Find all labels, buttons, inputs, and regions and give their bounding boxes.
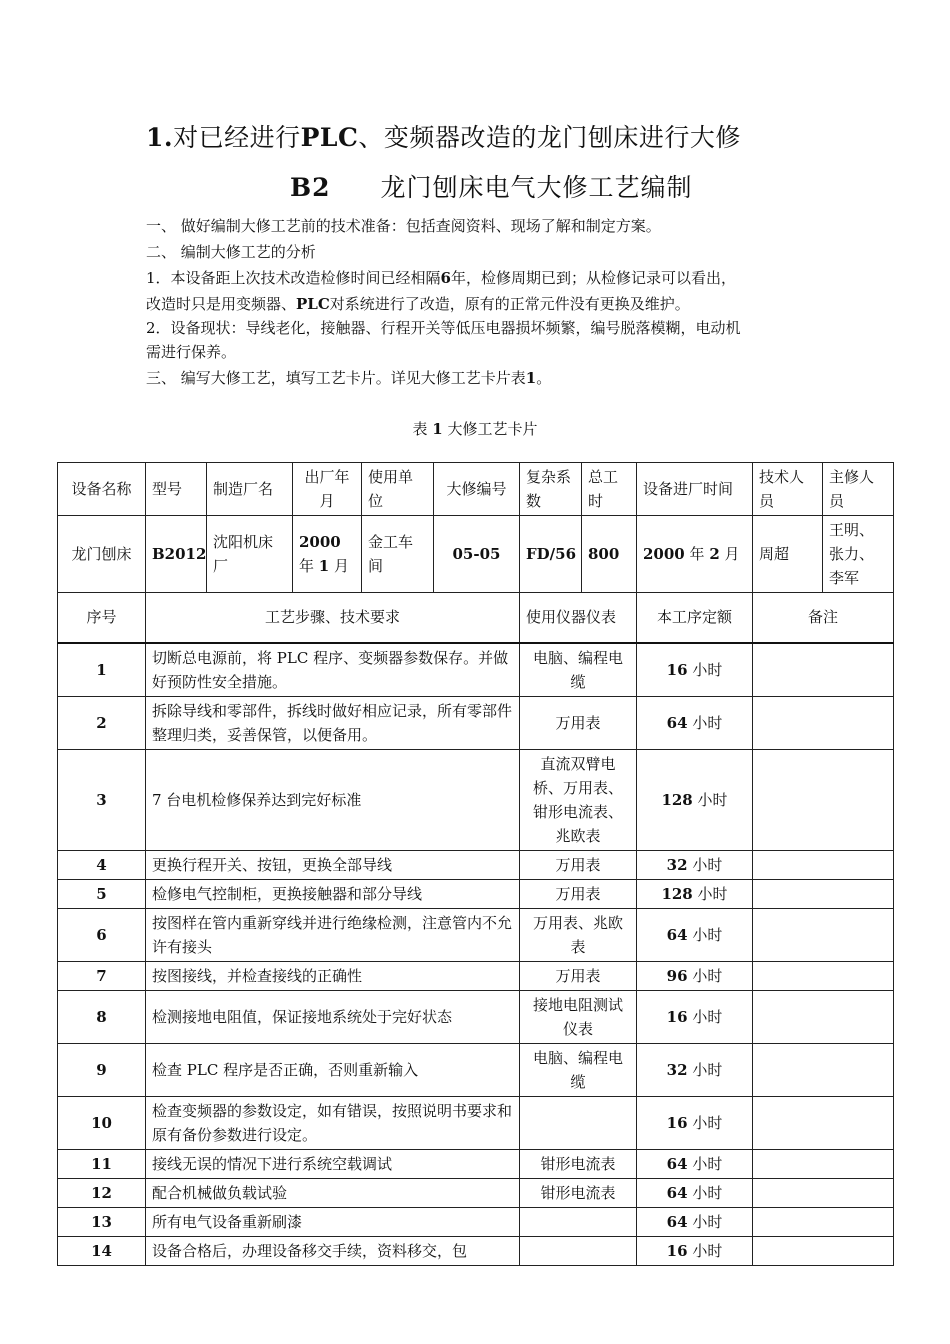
quota-hours: 16	[666, 1241, 688, 1260]
section-heading	[290, 168, 693, 204]
header-cell: 技术人员	[753, 463, 823, 516]
header-cell: 总工时	[582, 463, 637, 516]
step-tools: 电脑、编程电缆	[520, 1043, 637, 1096]
quota-hours: 16	[666, 1113, 688, 1132]
quota-unit: 小时	[692, 1183, 723, 1202]
step-number: 5	[58, 879, 146, 908]
step-tools	[520, 1236, 637, 1265]
equipment-made-date	[293, 516, 362, 593]
year-unit: 年	[299, 557, 315, 575]
month-unit: 月	[334, 557, 350, 575]
caption-pre: 表	[412, 420, 428, 438]
paragraph-4-b: 对系统进行了改造，原有的正常元件没有更换及维护。	[329, 295, 690, 313]
quota-hours: 128	[661, 790, 693, 809]
in-month: 2	[709, 545, 720, 563]
step-description: 切断总电源前，将 PLC 程序、变频器参数保存。并做好预防性安全措施。	[146, 643, 520, 697]
table-body	[58, 463, 894, 1266]
step-description: 7 台电机检修保养达到完好标准	[146, 749, 520, 850]
quota-hours: 128	[661, 884, 693, 903]
total-hours: 800	[582, 516, 637, 593]
step-quota	[637, 850, 753, 879]
step-tools: 钳形电流表	[520, 1178, 637, 1207]
quota-unit: 小时	[692, 1212, 723, 1231]
step-note	[753, 1207, 894, 1236]
step-note	[753, 1178, 894, 1207]
paragraph-2: 二、 编制大修工艺的分析	[146, 243, 316, 261]
step-number: 7	[58, 961, 146, 990]
quota-hours: 32	[666, 1060, 688, 1079]
heading-number: 1.	[146, 123, 174, 152]
step-header-no: 序号	[58, 593, 146, 643]
quota-unit: 小时	[692, 966, 723, 985]
step-tools: 钳形电流表	[520, 1149, 637, 1178]
step-tools: 接地电阻测试仪表	[520, 990, 637, 1043]
paragraph-1: 一、 做好编制大修工艺前的技术准备：包括查阅资料、现场了解和制定方案。	[146, 217, 661, 235]
step-row	[58, 696, 894, 749]
step-note	[753, 696, 894, 749]
step-description: 按图接线，并检查接线的正确性	[146, 961, 520, 990]
caption-number: 1	[432, 420, 443, 438]
step-row	[58, 961, 894, 990]
quota-unit: 小时	[697, 790, 728, 809]
paragraph-7-b: 。	[536, 369, 552, 387]
heading-plc: PLC	[300, 123, 359, 152]
step-note	[753, 879, 894, 908]
header-cell: 型号	[146, 463, 207, 516]
step-quota	[637, 1043, 753, 1096]
document-heading	[146, 118, 741, 154]
year-unit: 年	[689, 545, 705, 563]
quota-hours: 16	[666, 1007, 688, 1026]
quota-hours: 64	[666, 1212, 688, 1231]
paragraph-7	[146, 366, 826, 390]
equipment-header-row	[58, 463, 894, 516]
step-quota	[637, 1149, 753, 1178]
step-quota	[637, 643, 753, 697]
section-title: 龙门刨床电气大修工艺编制	[380, 173, 693, 202]
step-row	[58, 908, 894, 961]
section-code: B2	[290, 173, 331, 202]
quota-hours: 32	[666, 855, 688, 874]
step-quota	[637, 1096, 753, 1149]
paragraph-4	[146, 292, 826, 316]
step-row	[58, 850, 894, 879]
step-note	[753, 749, 894, 850]
step-header-tool: 使用仪器仪表	[520, 593, 637, 643]
step-number: 10	[58, 1096, 146, 1149]
step-tools: 万用表	[520, 879, 637, 908]
step-row	[58, 1236, 894, 1265]
heading-text-post: 、变频器改造的龙门刨床进行大修	[358, 123, 741, 152]
step-note	[753, 643, 894, 697]
step-number: 2	[58, 696, 146, 749]
heading-text-pre: 对已经进行	[173, 123, 301, 152]
step-tools: 万用表	[520, 850, 637, 879]
step-note	[753, 961, 894, 990]
equipment-maker: 沈阳机床厂	[207, 516, 293, 593]
step-number: 13	[58, 1207, 146, 1236]
equipment-user: 金工车间	[362, 516, 434, 593]
step-number: 9	[58, 1043, 146, 1096]
quota-unit: 小时	[692, 925, 723, 944]
step-number: 8	[58, 990, 146, 1043]
quota-unit: 小时	[692, 1241, 723, 1260]
paragraph-3-a: 1．本设备距上次技术改造检修时间已经相隔	[146, 269, 441, 287]
step-note	[753, 1096, 894, 1149]
step-row	[58, 749, 894, 850]
header-cell: 设备进厂时间	[637, 463, 753, 516]
step-quota	[637, 1207, 753, 1236]
step-row	[58, 1178, 894, 1207]
quota-unit: 小时	[692, 660, 723, 679]
step-quota	[637, 696, 753, 749]
paragraph-3-b: 年，检修周期已到；从检修记录可以看出，	[450, 269, 736, 287]
step-quota	[637, 990, 753, 1043]
quota-unit: 小时	[697, 884, 728, 903]
step-quota	[637, 1178, 753, 1207]
repair-process-card-table	[57, 462, 894, 1266]
step-number: 6	[58, 908, 146, 961]
main-staff: 王明、张力、李军	[823, 516, 894, 593]
header-cell: 设备名称	[58, 463, 146, 516]
step-row	[58, 1149, 894, 1178]
step-number: 14	[58, 1236, 146, 1265]
table-caption	[0, 418, 950, 439]
step-note	[753, 1236, 894, 1265]
step-quota	[637, 749, 753, 850]
header-cell: 使用单位	[362, 463, 434, 516]
quota-unit: 小时	[692, 1007, 723, 1026]
step-tools: 万用表	[520, 961, 637, 990]
paragraph-3-number: 6	[440, 269, 451, 287]
quota-unit: 小时	[692, 713, 723, 732]
step-row	[58, 643, 894, 697]
step-description: 所有电气设备重新刷漆	[146, 1207, 520, 1236]
step-description: 检查变频器的参数设定，如有错误，按照说明书要求和原有备份参数进行设定。	[146, 1096, 520, 1149]
step-row	[58, 990, 894, 1043]
paragraph-7-a: 三、 编写大修工艺，填写工艺卡片。详见大修工艺卡片表	[146, 369, 526, 387]
step-tools	[520, 1096, 637, 1149]
made-year: 2000	[299, 533, 341, 551]
step-row	[58, 879, 894, 908]
header-cell: 出厂年月	[293, 463, 362, 516]
step-tools: 直流双臂电桥、万用表、钳形电流表、兆欧表	[520, 749, 637, 850]
step-quota	[637, 961, 753, 990]
paragraph-7-number: 1	[525, 369, 537, 387]
quota-hours: 64	[666, 1183, 688, 1202]
step-description: 检查 PLC 程序是否正确，否则重新输入	[146, 1043, 520, 1096]
step-number: 3	[58, 749, 146, 850]
month-unit: 月	[724, 545, 740, 563]
step-description: 检修电气控制柜，更换接触器和部分导线	[146, 879, 520, 908]
quota-unit: 小时	[692, 855, 723, 874]
step-number: 12	[58, 1178, 146, 1207]
step-note	[753, 908, 894, 961]
step-description: 按图样在管内重新穿线并进行绝缘检测，注意管内不允许有接头	[146, 908, 520, 961]
step-note	[753, 1149, 894, 1178]
step-row	[58, 1207, 894, 1236]
paragraph-4-a: 改造时只是用变频器、	[146, 295, 297, 313]
quota-unit: 小时	[692, 1154, 723, 1173]
step-description: 更换行程开关、按钮，更换全部导线	[146, 850, 520, 879]
equipment-name: 龙门刨床	[58, 516, 146, 593]
header-cell: 主修人员	[823, 463, 894, 516]
equipment-model: B2012	[146, 516, 207, 593]
in-year: 2000	[643, 545, 685, 563]
step-note	[753, 850, 894, 879]
quota-hours: 96	[666, 966, 688, 985]
step-description: 配合机械做负载试验	[146, 1178, 520, 1207]
repair-number: 05-05	[434, 516, 520, 593]
quota-hours: 16	[666, 660, 688, 679]
paragraph-5: 2．设备现状：导线老化，接触器、行程开关等低压电器损坏频繁，编号脱落模糊，电动机	[146, 319, 741, 337]
made-month: 1	[318, 557, 330, 575]
step-header-note: 备注	[753, 593, 894, 643]
step-number: 4	[58, 850, 146, 879]
step-quota	[637, 908, 753, 961]
header-cell: 复杂系数	[520, 463, 582, 516]
step-number: 1	[58, 643, 146, 697]
step-quota	[637, 1236, 753, 1265]
quota-hours: 64	[666, 1154, 688, 1173]
header-cell: 大修编号	[434, 463, 520, 516]
caption-text: 大修工艺卡片	[447, 420, 538, 438]
paragraph-3	[146, 266, 826, 290]
step-tools: 电脑、编程电缆	[520, 643, 637, 697]
step-description: 拆除导线和零部件，拆线时做好相应记录，所有零部件整理归类，妥善保管，以便备用。	[146, 696, 520, 749]
quota-hours: 64	[666, 713, 688, 732]
step-row	[58, 1096, 894, 1149]
quota-hours: 64	[666, 925, 688, 944]
step-description: 检测接地电阻值，保证接地系统处于完好状态	[146, 990, 520, 1043]
step-quota	[637, 879, 753, 908]
step-description: 设备合格后，办理设备移交手续，资料移交，包	[146, 1236, 520, 1265]
quota-unit: 小时	[692, 1060, 723, 1079]
step-tools: 万用表、兆欧表	[520, 908, 637, 961]
step-header-quota: 本工序定额	[637, 593, 753, 643]
step-description: 接线无误的情况下进行系统空载调试	[146, 1149, 520, 1178]
step-row	[58, 1043, 894, 1096]
entry-date	[637, 516, 753, 593]
quota-unit: 小时	[692, 1113, 723, 1132]
paragraph-4-plc: PLC	[296, 295, 330, 313]
paragraph-6: 需进行保养。	[146, 343, 237, 361]
step-header-step: 工艺步骤、技术要求	[146, 593, 520, 643]
header-cell: 制造厂名	[207, 463, 293, 516]
step-tools: 万用表	[520, 696, 637, 749]
step-header-row	[58, 593, 894, 643]
tech-staff: 周超	[753, 516, 823, 593]
step-tools	[520, 1207, 637, 1236]
complexity: FD/56	[520, 516, 582, 593]
step-note	[753, 1043, 894, 1096]
step-number: 11	[58, 1149, 146, 1178]
equipment-info-row	[58, 516, 894, 593]
step-note	[753, 990, 894, 1043]
